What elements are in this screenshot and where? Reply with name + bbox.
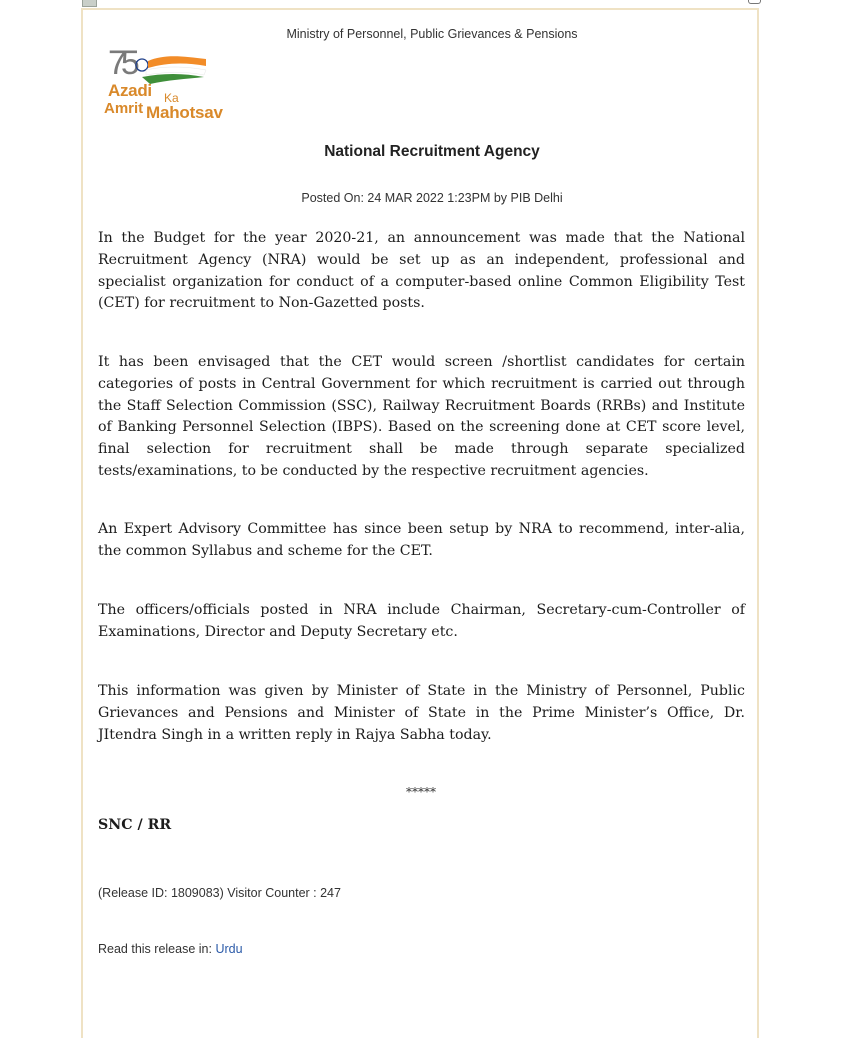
paragraph-4: The officers/officials posted in NRA include Chairman, Secretary-cum-Controller of Examinations, Director and Deputy Secretary etc.: [98, 602, 745, 640]
release-id: (Release ID: 1809083) Visitor Counter : 247: [98, 886, 341, 900]
signoff: SNC / RR: [98, 817, 172, 833]
paragraph-3: An Expert Advisory Committee has since been setup by NRA to recommend, inter-alia, the common Syllabus and scheme for the CET.: [98, 521, 745, 559]
logo-mahotsav: Mahotsav: [146, 103, 223, 122]
paragraph-5: This information was given by Minister of State in the Ministry of Personnel, Public Grievances and Pensions and Minister of State in the Prime Minister’s Office, Dr. JItendra Singh in a written reply in Rajya Sabha today.: [98, 683, 745, 743]
image-icon[interactable]: [82, 0, 97, 7]
read-in: [98, 942, 243, 956]
azadi-ka-amrit-mahotsav-logo: [102, 44, 242, 124]
separator: *****: [406, 785, 436, 799]
logo-amrit: Amrit: [104, 100, 144, 117]
release-title: National Recruitment Agency: [324, 143, 540, 160]
urdu-link[interactable]: Urdu: [215, 942, 243, 956]
paragraph-1: In the Budget for the year 2020-21, an announcement was made that the National Recruitment Agency (NRA) would be set up as an independent, professional and specialist organization for conduct of a computer-based online Common Eligibility Test (CET) for recruitment to Non-Gazetted posts.: [98, 230, 745, 312]
ministry-name: Ministry of Personnel, Public Grievances & Pensions: [286, 27, 578, 41]
read-in-label: Read this release in:: [98, 942, 216, 956]
top-toolbar: [0, 0, 864, 8]
paragraph-2: It has been envisaged that the CET would screen /shortlist candidates for certain categories of posts in Central Government for which recruitment is carried out through the Staff Selection Commission (SSC), Railway Recruitment Boards (RRBs) and Institute of Banking Personnel Selection (IBPS). Based on the screening done at CET score level, final selection for recruitment shall be made through separate specialized tests/examinations, to be conducted by the respective recruitment agencies.: [98, 354, 745, 479]
logo-azadi: Azadi: [108, 81, 152, 100]
posted-on: Posted On: 24 MAR 2022 1:23PM by PIB Delhi: [301, 191, 563, 205]
logo-ka: Ka: [164, 91, 179, 105]
print-icon[interactable]: [748, 0, 761, 4]
logo-number: 75: [108, 44, 134, 82]
